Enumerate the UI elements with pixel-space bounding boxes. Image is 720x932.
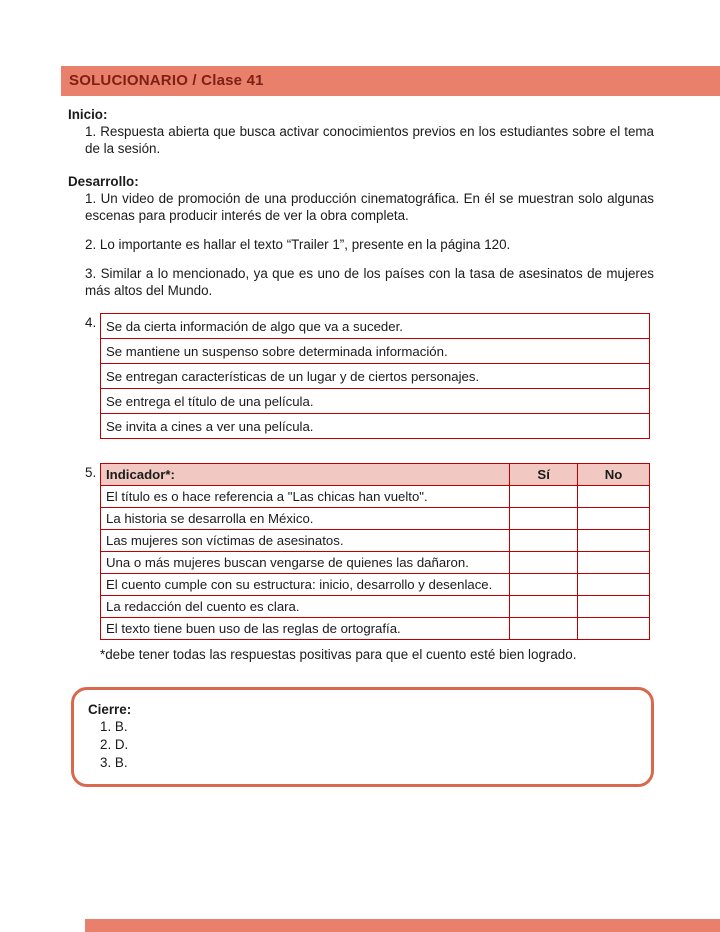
table-row — [101, 574, 650, 596]
cierre-answer-1: 1. B. — [100, 719, 128, 734]
table-row — [101, 618, 650, 640]
table-row — [101, 414, 650, 439]
no-header: No — [578, 464, 650, 486]
rubric-footnote: *debe tener todas las respuestas positivas para que el cuento esté bien logrado. — [100, 647, 577, 662]
indicator-header-row — [101, 464, 650, 486]
desarrollo-item-3: 3. Similar a lo mencionado, ya que es uno de los países con la tasa de asesinatos de mujeres más altos del Mundo. — [85, 266, 654, 298]
answer-cell-no — [578, 508, 650, 530]
statement-cell: Se entrega el título de una película. — [101, 389, 650, 414]
cierre-answer-3: 3. B. — [100, 755, 128, 770]
table-row — [101, 552, 650, 574]
desarrollo-item-1: 1. Un video de promoción de una producción cinematográfica. En él se muestran solo algunas escenas para producir interés de ver la obra completa. — [85, 191, 654, 223]
statement-cell: Se entregan características de un lugar y de ciertos personajes. — [101, 364, 650, 389]
indicator-cell: Las mujeres son víctimas de asesinatos. — [101, 530, 510, 552]
document-body — [68, 106, 654, 787]
table-row — [101, 596, 650, 618]
answer-cell-si — [510, 618, 578, 640]
answer-cell-no — [578, 596, 650, 618]
footer-bar — [85, 919, 720, 932]
indicator-cell: El título es o hace referencia a "Las chicas han vuelto". — [101, 486, 510, 508]
table-row — [101, 508, 650, 530]
cierre-box — [71, 687, 654, 787]
desarrollo-heading: Desarrollo: — [68, 174, 139, 189]
cierre-heading: Cierre: — [88, 702, 132, 717]
table-row — [101, 530, 650, 552]
table-row — [101, 314, 650, 339]
question-5-block — [68, 463, 654, 640]
answer-cell-si — [510, 552, 578, 574]
indicator-cell: El texto tiene buen uso de las reglas de ortografía. — [101, 618, 510, 640]
answer-cell-no — [578, 574, 650, 596]
answer-cell-si — [510, 508, 578, 530]
table-row — [101, 486, 650, 508]
statement-cell: Se da cierta información de algo que va a suceder. — [101, 314, 650, 339]
answer-cell-no — [578, 530, 650, 552]
statement-cell: Se mantiene un suspenso sobre determinada información. — [101, 339, 650, 364]
si-header: Sí — [510, 464, 578, 486]
indicator-header: Indicador*: — [101, 464, 510, 486]
question-5-number: 5. — [85, 465, 97, 480]
answer-cell-si — [510, 574, 578, 596]
cierre-answer-2: 2. D. — [100, 737, 129, 752]
statement-cell: Se invita a cines a ver una película. — [101, 414, 650, 439]
header-bar — [61, 66, 720, 96]
page-title: SOLUCIONARIO / Clase 41 — [69, 72, 264, 89]
question-4-block — [68, 313, 654, 439]
indicator-cell: La historia se desarrolla en México. — [101, 508, 510, 530]
indicator-cell: El cuento cumple con su estructura: inicio, desarrollo y desenlace. — [101, 574, 510, 596]
answer-cell-no — [578, 486, 650, 508]
inicio-item-1: 1. Respuesta abierta que busca activar conocimientos previos en los estudiantes sobre el tema de la sesión. — [85, 124, 654, 156]
table-row — [101, 339, 650, 364]
answer-cell-si — [510, 530, 578, 552]
answer-cell-no — [578, 552, 650, 574]
indicator-table — [100, 463, 650, 640]
section-inicio — [68, 106, 654, 157]
question-4-number: 4. — [85, 315, 97, 330]
answer-cell-no — [578, 618, 650, 640]
indicator-cell: Una o más mujeres buscan vengarse de quienes las dañaron. — [101, 552, 510, 574]
desarrollo-item-2: 2. Lo importante es hallar el texto “Trailer 1”, presente en la página 120. — [85, 237, 511, 252]
table-row — [101, 364, 650, 389]
indicator-cell: La redacción del cuento es clara. — [101, 596, 510, 618]
cierre-answers — [100, 718, 637, 772]
answer-cell-si — [510, 486, 578, 508]
inicio-heading: Inicio: — [68, 107, 108, 122]
table-row — [101, 389, 650, 414]
answer-cell-si — [510, 596, 578, 618]
question-4-table — [100, 313, 650, 439]
section-desarrollo — [68, 173, 654, 299]
